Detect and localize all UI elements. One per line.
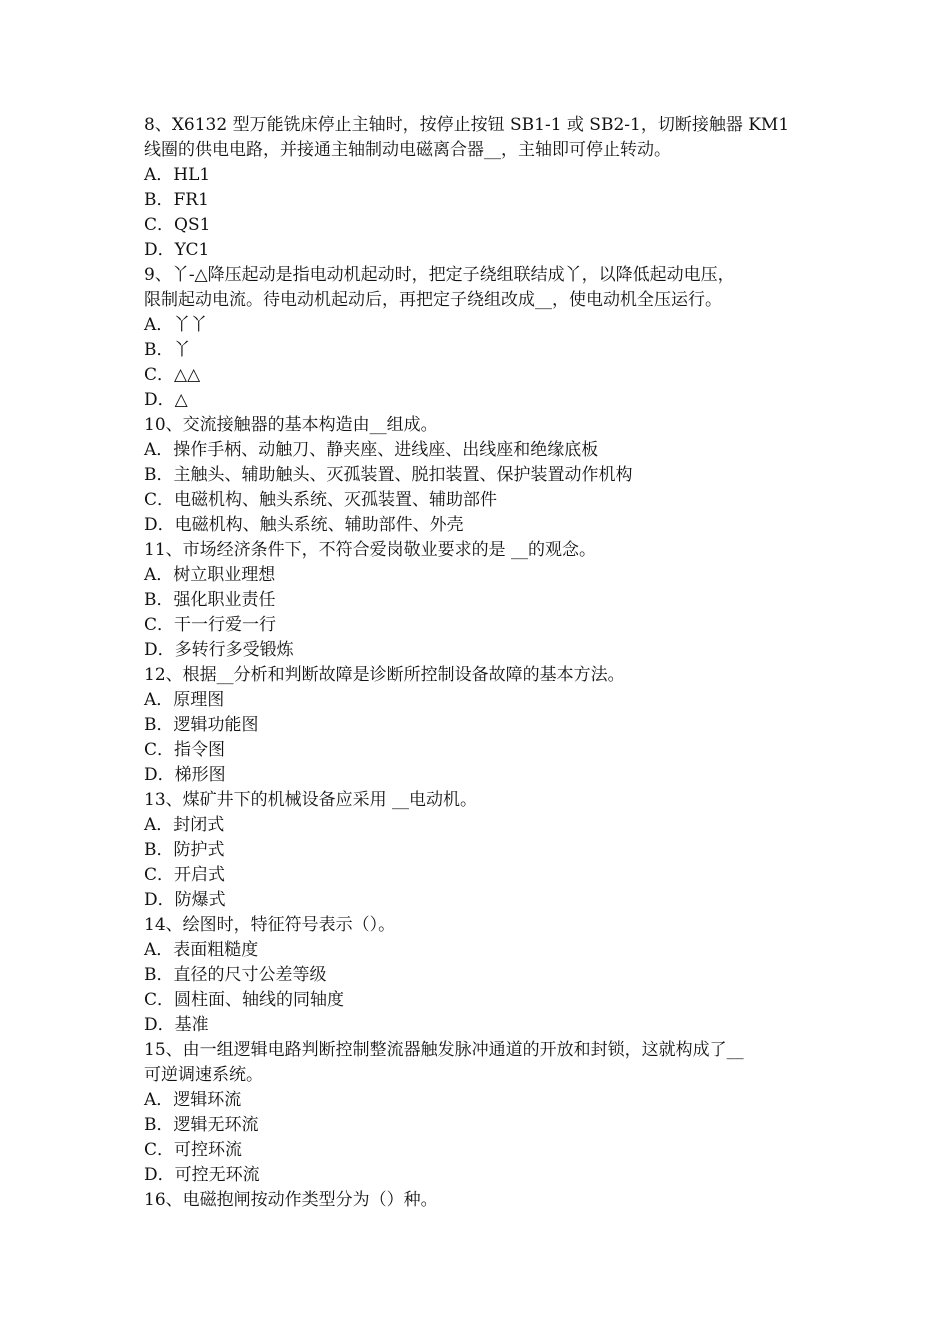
option-b: B．丫 bbox=[144, 340, 191, 360]
option-a: A．丫丫 bbox=[144, 315, 208, 335]
option-c: C．指令图 bbox=[144, 740, 226, 760]
option-d: D．梯形图 bbox=[144, 765, 226, 785]
question-stem-line: 限制起动电流。待电动机起动后，再把定子绕组改成__，使电动机全压运行。 bbox=[144, 290, 722, 310]
question-stem-line: 9、丫-△降压起动是指电动机起动时，把定子绕组联结成丫，以降低起动电压， bbox=[144, 265, 735, 285]
option-a: A．HL1 bbox=[144, 165, 211, 185]
option-a: A．表面粗糙度 bbox=[144, 940, 259, 960]
question-11 bbox=[144, 538, 814, 663]
option-a: A．封闭式 bbox=[144, 815, 225, 835]
question-stem-line: 15、由一组逻辑电路判断控制整流器触发脉冲通道的开放和封锁，这就构成了__ bbox=[144, 1040, 744, 1060]
question-stem-line: 8、X6132 型万能铣床停止主轴时，按停止按钮 SB1-1 或 SB2-1，切断接触器 KM1 bbox=[144, 115, 790, 135]
option-b: B．FR1 bbox=[144, 190, 209, 210]
option-c: C．开启式 bbox=[144, 865, 226, 885]
question-12 bbox=[144, 663, 814, 788]
question-list bbox=[144, 113, 814, 1213]
option-c: C．圆柱面、轴线的同轴度 bbox=[144, 990, 345, 1010]
option-d: D．电磁机构、触头系统、辅助部件、外壳 bbox=[144, 515, 464, 535]
option-d: D．多转行多受锻炼 bbox=[144, 640, 294, 660]
question-9 bbox=[144, 263, 814, 413]
question-stem-line: 线圈的供电电路，并接通主轴制动电磁离合器__，主轴即可停止转动。 bbox=[144, 140, 671, 160]
question-stem-line: 11、市场经济条件下，不符合爱岗敬业要求的是 __的观念。 bbox=[144, 540, 597, 560]
option-a: A．逻辑环流 bbox=[144, 1090, 242, 1110]
question-stem-line: 可逆调速系统。 bbox=[144, 1065, 263, 1085]
option-c: C．可控环流 bbox=[144, 1140, 243, 1160]
question-stem-line: 12、根据__分析和判断故障是诊断所控制设备故障的基本方法。 bbox=[144, 665, 625, 685]
question-13 bbox=[144, 788, 814, 913]
question-stem-line: 13、煤矿井下的机械设备应采用 __电动机。 bbox=[144, 790, 478, 810]
option-d: D．可控无环流 bbox=[144, 1165, 260, 1185]
option-d: D．YC1 bbox=[144, 240, 210, 260]
question-stem-line: 16、电磁抱闸按动作类型分为（）种。 bbox=[144, 1190, 438, 1210]
option-b: B．直径的尺寸公差等级 bbox=[144, 965, 327, 985]
option-a: A．原理图 bbox=[144, 690, 225, 710]
question-14 bbox=[144, 913, 814, 1038]
option-b: B．防护式 bbox=[144, 840, 225, 860]
question-stem-line: 10、交流接触器的基本构造由__组成。 bbox=[144, 415, 438, 435]
option-b: B．逻辑功能图 bbox=[144, 715, 259, 735]
option-c: C．△△ bbox=[144, 365, 201, 385]
question-8 bbox=[144, 113, 814, 263]
option-a: A．操作手柄、动触刀、静夹座、进线座、出线座和绝缘底板 bbox=[144, 440, 599, 460]
option-c: C．QS1 bbox=[144, 215, 211, 235]
option-d: D．基准 bbox=[144, 1015, 209, 1035]
option-b: B．主触头、辅助触头、灭孤装置、脱扣装置、保护装置动作机构 bbox=[144, 465, 633, 485]
question-16 bbox=[144, 1188, 814, 1213]
option-b: B．强化职业责任 bbox=[144, 590, 276, 610]
option-c: C．干一行爱一行 bbox=[144, 615, 277, 635]
option-a: A．树立职业理想 bbox=[144, 565, 276, 585]
question-10 bbox=[144, 413, 814, 538]
option-d: D．△ bbox=[144, 390, 188, 410]
option-c: C．电磁机构、触头系统、灭孤装置、辅助部件 bbox=[144, 490, 498, 510]
question-15 bbox=[144, 1038, 814, 1188]
question-stem-line: 14、绘图时，特征符号表示（）。 bbox=[144, 915, 396, 935]
option-d: D．防爆式 bbox=[144, 890, 226, 910]
option-b: B．逻辑无环流 bbox=[144, 1115, 259, 1135]
